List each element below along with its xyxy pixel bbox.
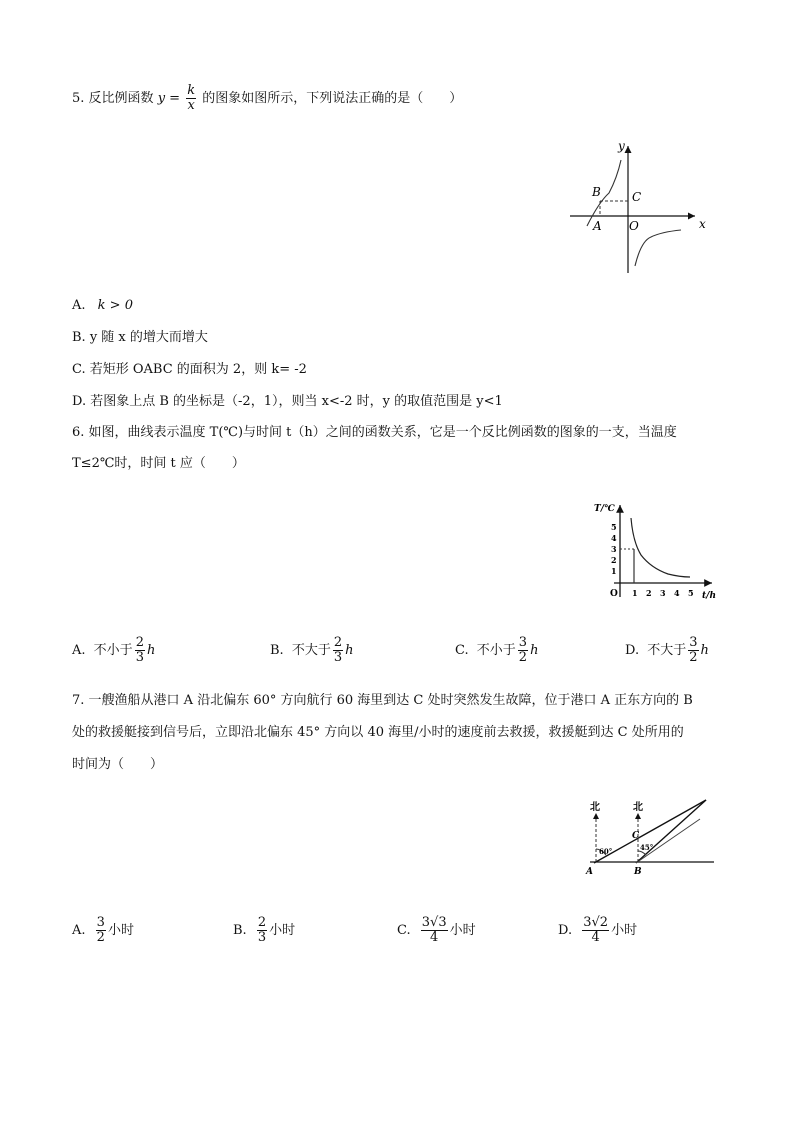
q6-ytick-4: 4 [611, 533, 617, 543]
q7-option-d-unit: 小时 [611, 923, 638, 938]
q7-option-c-unit: 小时 [449, 923, 476, 938]
q7-option-d-prefix: D. [558, 923, 573, 938]
q7-north-label-1: 北 [590, 802, 600, 813]
q7-option-b [233, 916, 295, 945]
q7-figure [582, 797, 722, 882]
q5-y-eq: y = [157, 91, 181, 106]
q5-label-b: B [592, 185, 601, 199]
q6-curve [631, 518, 690, 577]
q7-option-a-prefix: A. [72, 923, 86, 938]
q7-option-c-prefix: C. [397, 923, 411, 938]
q6-option-c-prefix: C. [455, 643, 469, 658]
q6-xtick-3: 3 [660, 588, 666, 598]
q5-label-a: A [593, 219, 602, 233]
q5-fraction [186, 84, 196, 113]
q6-option-a-num: 2 [135, 635, 144, 650]
q5-stem [72, 84, 462, 113]
q6-ytick-2: 2 [611, 555, 617, 565]
q5-option-a [72, 297, 133, 315]
q6-option-a-prefix: A. [72, 643, 86, 658]
q6-option-b-num: 2 [333, 635, 343, 650]
q5-frac-num: k [187, 83, 196, 98]
q6-option-a [72, 636, 155, 665]
q7-option-a-den: 2 [96, 930, 105, 945]
q6-option-a-frac [135, 636, 145, 665]
q6-option-d [625, 636, 709, 665]
q7-label-c: C [632, 831, 640, 841]
q5-frac-den: x [187, 98, 195, 113]
q7-option-c-num: 3√3 [421, 915, 447, 930]
q6-option-d-text: 不大于 [647, 643, 687, 658]
q7-option-b-frac [257, 916, 267, 945]
q6-option-b-frac [333, 636, 343, 665]
q5-option-b: B. y 随 x 的增大而增大 [72, 330, 208, 345]
q6-option-b [270, 636, 354, 665]
q6-ylabel: T/℃ [594, 504, 615, 514]
q6-ytick-5: 5 [611, 522, 617, 532]
q7-option-a-frac [96, 916, 106, 945]
q6-option-c-den: 2 [518, 650, 528, 665]
q6-xlabel: t/h [702, 591, 716, 601]
q6-option-a-text: 不小于 [93, 643, 133, 658]
q6-stem-line2: T≤2℃时，时间 t 应（ ） [72, 456, 245, 471]
q5-option-a-prefix: A. [72, 298, 86, 313]
q7-option-b-unit: 小时 [269, 923, 296, 938]
q7-option-a-unit: 小时 [107, 923, 134, 938]
q6-option-c-unit: h [530, 643, 539, 658]
q5-option-d: D. 若图象上点 B 的坐标是（-2，1），则当 x<-2 时，y 的取值范围是 y<1 [72, 394, 503, 409]
q5-option-c: C. 若矩形 OABC 的面积为 2，则 k= -2 [72, 362, 307, 377]
q5-label-o: O [629, 219, 639, 233]
q6-option-c-frac [518, 636, 528, 665]
q6-option-c-text: 不小于 [476, 643, 516, 658]
q6-xtick-4: 4 [674, 588, 680, 598]
q7-option-b-prefix: B. [233, 923, 247, 938]
q7-label-b: B [634, 867, 642, 877]
q7-option-c-den: 4 [430, 930, 439, 945]
q7-option-a [72, 916, 134, 945]
q6-xtick-5: 5 [688, 588, 694, 598]
q6-option-c [455, 636, 538, 665]
q6-option-b-prefix: B. [270, 643, 284, 658]
q6-xtick-1: 1 [632, 588, 638, 598]
q5-option-a-math: k > 0 [97, 298, 133, 313]
q6-option-b-den: 3 [333, 650, 343, 665]
q7-option-d [558, 916, 637, 945]
q6-option-d-prefix: D. [625, 643, 640, 658]
q5-stem-after: 的图象如图所示，下列说法正确的是（ ） [202, 91, 463, 106]
q6-figure [590, 497, 730, 612]
q7-stem-line2: 处的救援艇接到信号后，立即沿北偏东 45° 方向以 40 海里/小时的速度前去救援，救援艇到达 C 处所用的 [72, 725, 684, 740]
q5-figure [565, 138, 715, 278]
q5-curve-lower [635, 230, 681, 266]
q6-option-b-text: 不大于 [291, 643, 331, 658]
q6-stem-line1: 6. 如图，曲线表示温度 T(℃)与时间 t（h）之间的函数关系，它是一个反比例函数的图象的一支，当温度 [72, 425, 677, 440]
q6-ytick-1: 1 [611, 566, 617, 576]
q7-stem-line3: 时间为（ ） [72, 757, 164, 772]
q7-option-c [397, 916, 476, 945]
q7-angle-60: 60° [599, 847, 613, 856]
q6-option-a-den: 3 [135, 650, 144, 665]
q7-option-d-frac [582, 916, 609, 945]
q7-option-c-frac [421, 916, 448, 945]
q6-option-d-den: 2 [689, 650, 698, 665]
q7-angle-45: 45° [640, 843, 654, 852]
q7-line-bc [636, 800, 706, 863]
q5-label-y: y [618, 139, 625, 153]
q6-option-b-unit: h [345, 643, 354, 658]
q5-label-x: x [699, 217, 706, 231]
q6-option-d-frac [688, 636, 698, 665]
q7-option-b-den: 3 [257, 930, 267, 945]
q7-option-a-num: 3 [96, 915, 105, 930]
q6-xtick-2: 2 [646, 588, 652, 598]
q6-option-d-unit: h [700, 643, 709, 658]
q7-stem-line1: 7. 一艘渔船从港口 A 沿北偏东 60° 方向航行 60 海里到达 C 处时突然发生故障，位于港口 A 正东方向的 B [72, 693, 693, 708]
q7-label-a: A [586, 867, 593, 877]
q6-option-a-unit: h [146, 643, 156, 658]
q7-option-d-den: 4 [591, 930, 600, 945]
q7-line-bd [636, 819, 700, 863]
q6-option-d-num: 3 [689, 635, 698, 650]
q6-origin: O [610, 589, 618, 599]
q6-ytick-3: 3 [611, 544, 617, 554]
q7-option-b-num: 2 [257, 915, 267, 930]
q7-north-label-2: 北 [633, 802, 643, 813]
q6-option-c-num: 3 [518, 635, 528, 650]
q5-stem-before: 5. 反比例函数 [72, 91, 154, 106]
q5-label-c: C [632, 190, 642, 204]
q7-option-d-num: 3√2 [583, 915, 609, 930]
